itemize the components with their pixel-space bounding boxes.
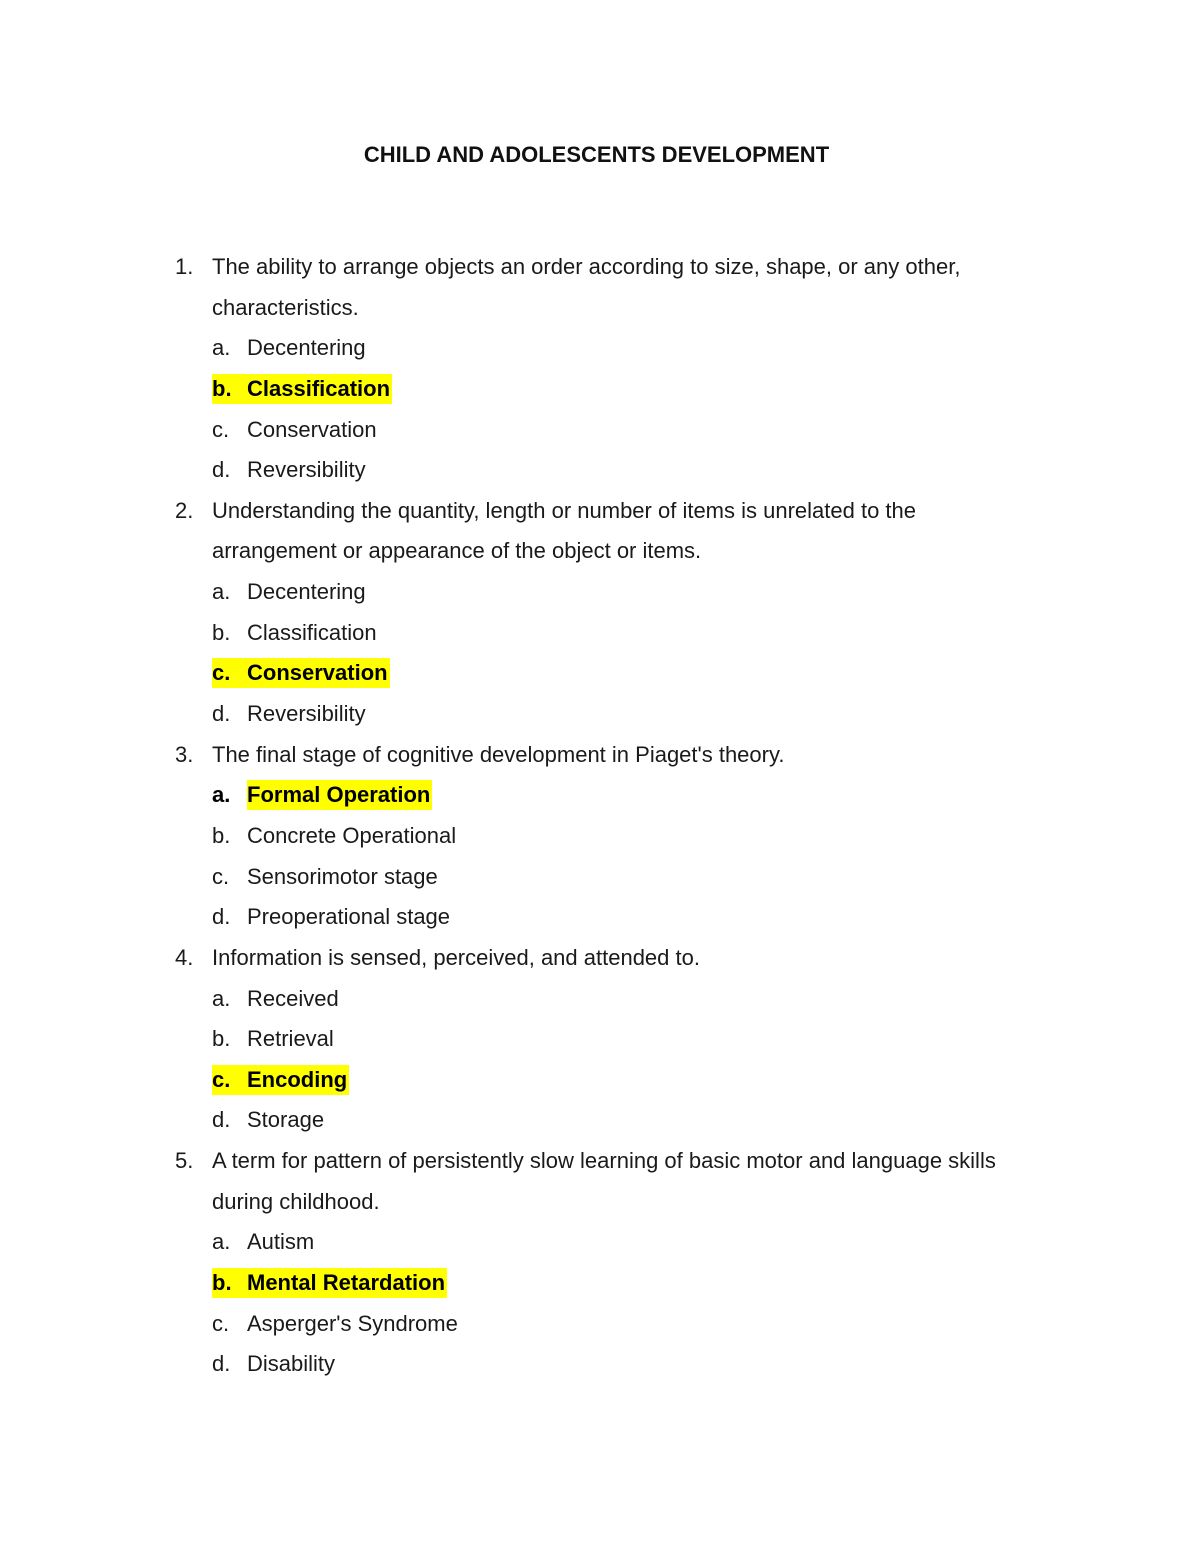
option-text: Reversibility [247,457,366,483]
question-1-stem [0,247,1200,288]
answer-highlight: Formal Operation [247,780,432,810]
option [0,694,1200,735]
option [0,897,1200,938]
option-text: Preoperational stage [247,904,451,930]
option-text: Conservation [247,416,377,442]
option [0,1222,1200,1263]
option [0,816,1200,857]
document-title: CHILD AND ADOLESCENTS DEVELOPMENT [363,142,830,167]
option-letter: d. [212,1351,231,1377]
option [0,1304,1200,1345]
option [0,328,1200,369]
question-text: A term for pattern of persistently slow learning of basic motor and language skills [212,1148,996,1174]
question-5-stem-cont [0,1182,1200,1223]
option-letter: b. [212,1026,231,1052]
answer-option [0,1060,1200,1101]
option-letter [212,1263,250,1304]
option [0,613,1200,654]
option-letter: d. [212,701,231,727]
answer-option [0,653,1200,694]
option-text: Disability [247,1351,336,1377]
question-text: Understanding the quantity, length or number of items is unrelated to the [212,497,917,523]
option [0,1344,1200,1385]
option-letter: a. [212,579,231,605]
question-text: arrangement or appearance of the object or items. [212,538,702,564]
answer-highlight: Conservation [247,658,390,688]
option-letter: a. [212,985,231,1011]
option [0,1019,1200,1060]
question-text: The ability to arrange objects an order according to size, shape, or any other, [212,254,961,279]
question-number: 4. [175,944,194,970]
question-number: 2. [175,497,194,523]
option-letter [212,653,248,694]
option-letter: d. [212,904,231,930]
option-letter: b. [212,822,231,848]
option [0,857,1200,898]
question-3-stem [0,735,1200,776]
question-1-stem-cont [0,288,1200,329]
option-letter [212,369,250,410]
option-letter: a. [212,782,231,808]
option-text: Storage [247,1107,325,1133]
option-letter: a. [212,1229,231,1255]
option-text: Received [247,985,339,1011]
option-text [247,369,392,410]
option-letter: c. [212,1310,230,1336]
option-text: Classification [247,619,377,645]
option-letter: d. [212,457,231,483]
option-text: Concrete Operational [247,822,457,848]
question-5-stem [0,1141,1200,1182]
answer-highlight: b. [212,1268,250,1298]
option-text: Retrieval [247,1026,334,1052]
question-2-stem-cont [0,531,1200,572]
option-text: Asperger's Syndrome [247,1310,458,1336]
question-text: characteristics. [212,294,359,320]
option-text [247,1263,447,1304]
option-text: Decentering [247,335,366,361]
answer-highlight: Encoding [247,1065,349,1095]
answer-highlight: c. [212,658,248,688]
option-letter: b. [212,619,231,645]
question-text: during childhood. [212,1188,380,1214]
option-text: Decentering [247,579,366,605]
answer-highlight: Mental Retardation [247,1268,447,1298]
answer-option [0,775,1200,816]
question-number: 3. [175,741,194,767]
option-letter: c. [212,416,230,442]
option-text [247,653,390,694]
option-text: Sensorimotor stage [247,863,438,889]
question-number: 1. [175,254,194,279]
option-letter: a. [212,335,231,361]
option-text: Autism [247,1229,315,1255]
question-text: Information is sensed, perceived, and attended to. [212,944,700,970]
option-letter [212,1060,248,1101]
option-letter: d. [212,1107,231,1133]
option-text [247,775,432,816]
question-text: The final stage of cognitive development in Piaget's theory. [212,741,785,767]
option [0,979,1200,1020]
option [0,1100,1200,1141]
question-number: 5. [175,1148,194,1174]
answer-highlight: c. [212,1065,248,1095]
option [0,410,1200,451]
option-text: Reversibility [247,701,366,727]
question-2-stem [0,491,1200,532]
answer-option [0,369,1200,410]
question-list [0,247,1200,1385]
answer-option [0,1263,1200,1304]
option [0,572,1200,613]
option [0,450,1200,491]
question-4-stem [0,938,1200,979]
answer-highlight: Classification [247,374,392,404]
answer-highlight: b. [212,374,250,404]
option-text [247,1060,349,1101]
option-letter: c. [212,863,230,889]
